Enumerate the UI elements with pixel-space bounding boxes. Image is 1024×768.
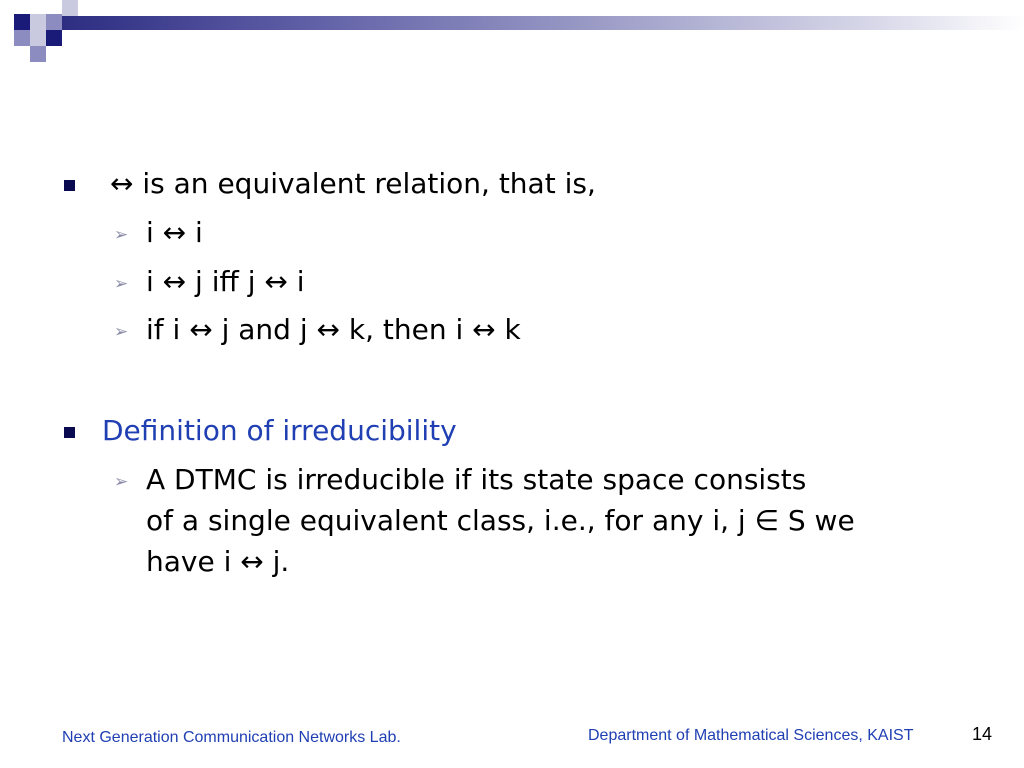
bullet-text: is an equivalent relation, that is,	[133, 167, 596, 200]
sub-item-symmetric: i ↔ j iff j ↔ i	[146, 265, 305, 298]
arrowhead-icon: ➢	[114, 274, 129, 294]
square-bullet-icon	[64, 180, 75, 191]
sub-item-transitive: if i ↔ j and j ↔ k, then i ↔ k	[146, 313, 521, 346]
footer-lab-name: Next Generation Communication Networks Lab.	[62, 729, 401, 746]
definition-line-1: A DTMC is irreducible if its state space consists	[146, 463, 807, 496]
relation-symbol: ↔	[110, 167, 134, 200]
arrowhead-icon: ➢	[114, 225, 129, 245]
bullet-equivalence-relation	[110, 164, 596, 204]
bullet-definition-heading: Definition of irreducibility	[102, 414, 457, 447]
square-bullet-icon	[64, 427, 75, 438]
footer-department: Department of Mathematical Sciences, KAIST	[588, 727, 914, 744]
definition-line-3: have i ↔ j.	[146, 545, 290, 578]
definition-line-2: of a single equivalent class, i.e., for any i, j ∈ S we	[146, 504, 855, 537]
page-number: 14	[972, 724, 993, 744]
arrowhead-icon: ➢	[114, 322, 129, 342]
arrowhead-icon: ➢	[114, 472, 129, 492]
sub-item-reflexive: i ↔ i	[146, 216, 203, 249]
